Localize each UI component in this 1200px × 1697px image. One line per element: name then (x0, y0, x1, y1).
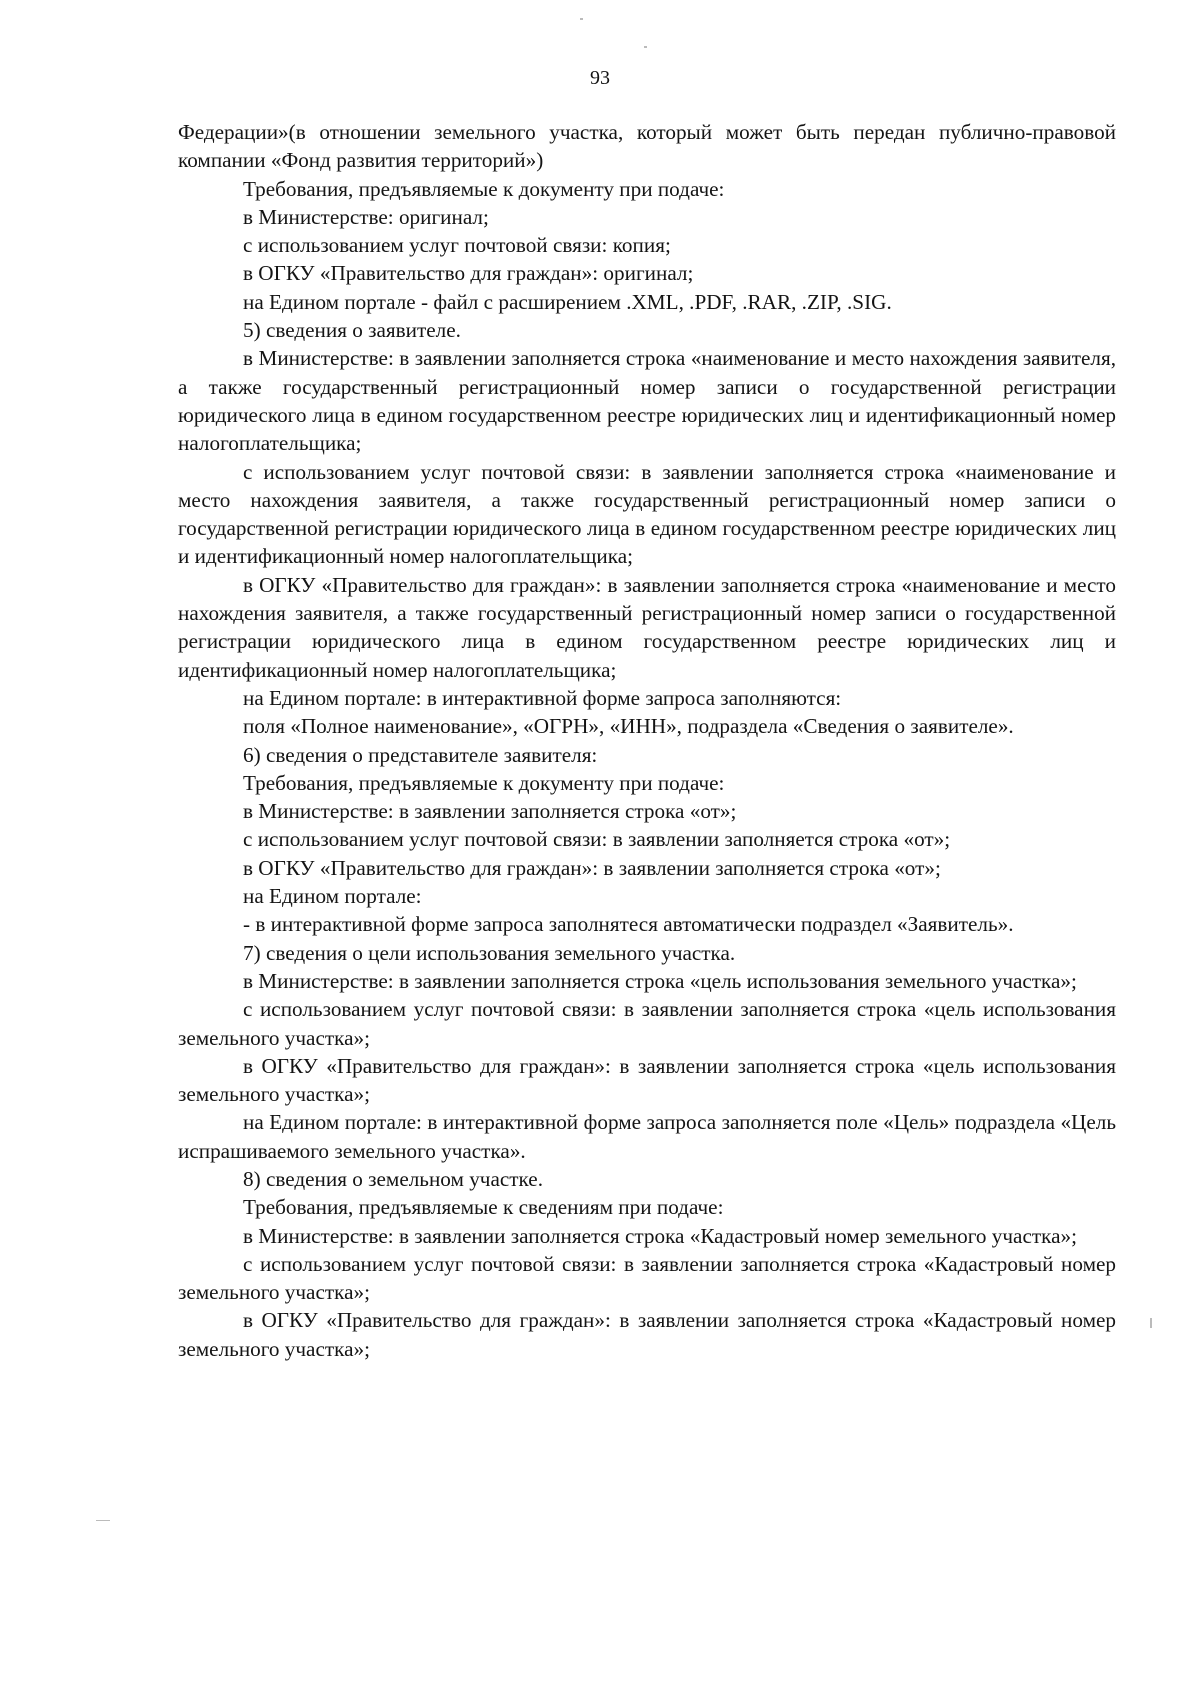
paragraph: в ОГКУ «Правительство для граждан»: оригинал; (243, 261, 694, 286)
paragraph: в Министерстве: в заявлении заполняется строка «наименование и место нахождения заявителя, а также государственный регистрационный номер записи о государственной регистрации юридического лица в едином государственном реестре юридических лиц и идентификационный номер налогоплательщика; (178, 346, 1116, 456)
paragraph: 8) сведения о земельном участке. (243, 1166, 543, 1191)
paragraph: на Едином портале - файл с расширением .XML, .PDF, .RAR, .ZIP, .SIG. (243, 289, 892, 314)
paragraph: с использованием услуг почтовой связи: в заявлении заполняется строка «от»; (243, 827, 951, 852)
paragraph: на Едином портале: в интерактивной форме запроса заполняется поле «Цель» подраздела «Цель испрашиваемого земельного участка». (178, 1110, 1116, 1163)
paragraph: с использованием услуг почтовой связи: в заявлении заполняется строка «наименование и место нахождения заявителя, а также государственный регистрационный номер записи о государственной регистрации юридического лица в едином государственном реестре юридических лиц и идентификационный номер налогоплательщика; (178, 459, 1116, 569)
paragraph: Требования, предъявляемые к документу при подаче: (243, 770, 725, 795)
paragraph: с использованием услуг почтовой связи: в заявлении заполняется строка «цель использования земельного участка»; (178, 997, 1116, 1050)
paragraph: - в интерактивной форме запроса заполнятеся автоматически подраздел «Заявитель». (243, 912, 1014, 937)
paragraph: в Министерстве: в заявлении заполняется строка «цель использования земельного участка»; (243, 968, 1077, 993)
scan-speck (1150, 1318, 1152, 1328)
scan-speck (580, 18, 583, 20)
scan-speck (644, 46, 647, 48)
paragraph: в ОГКУ «Правительство для граждан»: в заявлении заполняется строка «цель использования земельного участка»; (178, 1053, 1116, 1107)
scan-speck (96, 1520, 110, 1521)
paragraph: в ОГКУ «Правительство для граждан»: в заявлении заполняется строка «наименование и место нахождения заявителя, а также государственный регистрационный номер записи о государственной регистрации юридического лица в едином государственном реестре юридических лиц и идентификационный номер налогоплательщика; (178, 572, 1116, 682)
paragraph: в ОГКУ «Правительство для граждан»: в заявлении заполняется строка «от»; (243, 855, 941, 880)
paragraph: в Министерстве: в заявлении заполняется строка «Кадастровый номер земельного участка»; (243, 1223, 1077, 1248)
page-number: 93 (590, 67, 610, 89)
paragraph: в Министерстве: в заявлении заполняется строка «от»; (243, 799, 737, 824)
paragraph: с использованием услуг почтовой связи: копия; (243, 233, 671, 258)
paragraph: с использованием услуг почтовой связи: в заявлении заполняется строка «Кадастровый номер земельного участка»; (178, 1251, 1116, 1305)
document-body (178, 118, 1116, 1363)
paragraph: на Едином портале: (243, 884, 422, 909)
paragraph: Требования, предъявляемые к документу при подаче: (243, 176, 725, 201)
paragraph: 6) сведения о представителе заявителя: (243, 742, 598, 767)
paragraph: в ОГКУ «Правительство для граждан»: в заявлении заполняется строка «Кадастровый номер земельного участка»; (178, 1308, 1116, 1361)
paragraph: поля «Полное наименование», «ОГРН», «ИНН», подраздела «Сведения о заявителе». (243, 714, 1014, 739)
paragraph: на Едином портале: в интерактивной форме запроса заполняются: (243, 685, 842, 710)
paragraph: Федерации»(в отношении земельного участка, который может быть передан публично-правовой компании «Фонд развития территорий») (178, 120, 1116, 173)
paragraph: Требования, предъявляемые к сведениям при подаче: (243, 1195, 724, 1220)
paragraph: 5) сведения о заявителе. (243, 318, 461, 343)
paragraph: в Министерстве: оригинал; (243, 204, 489, 229)
paragraph: 7) сведения о цели использования земельного участка. (243, 940, 736, 965)
